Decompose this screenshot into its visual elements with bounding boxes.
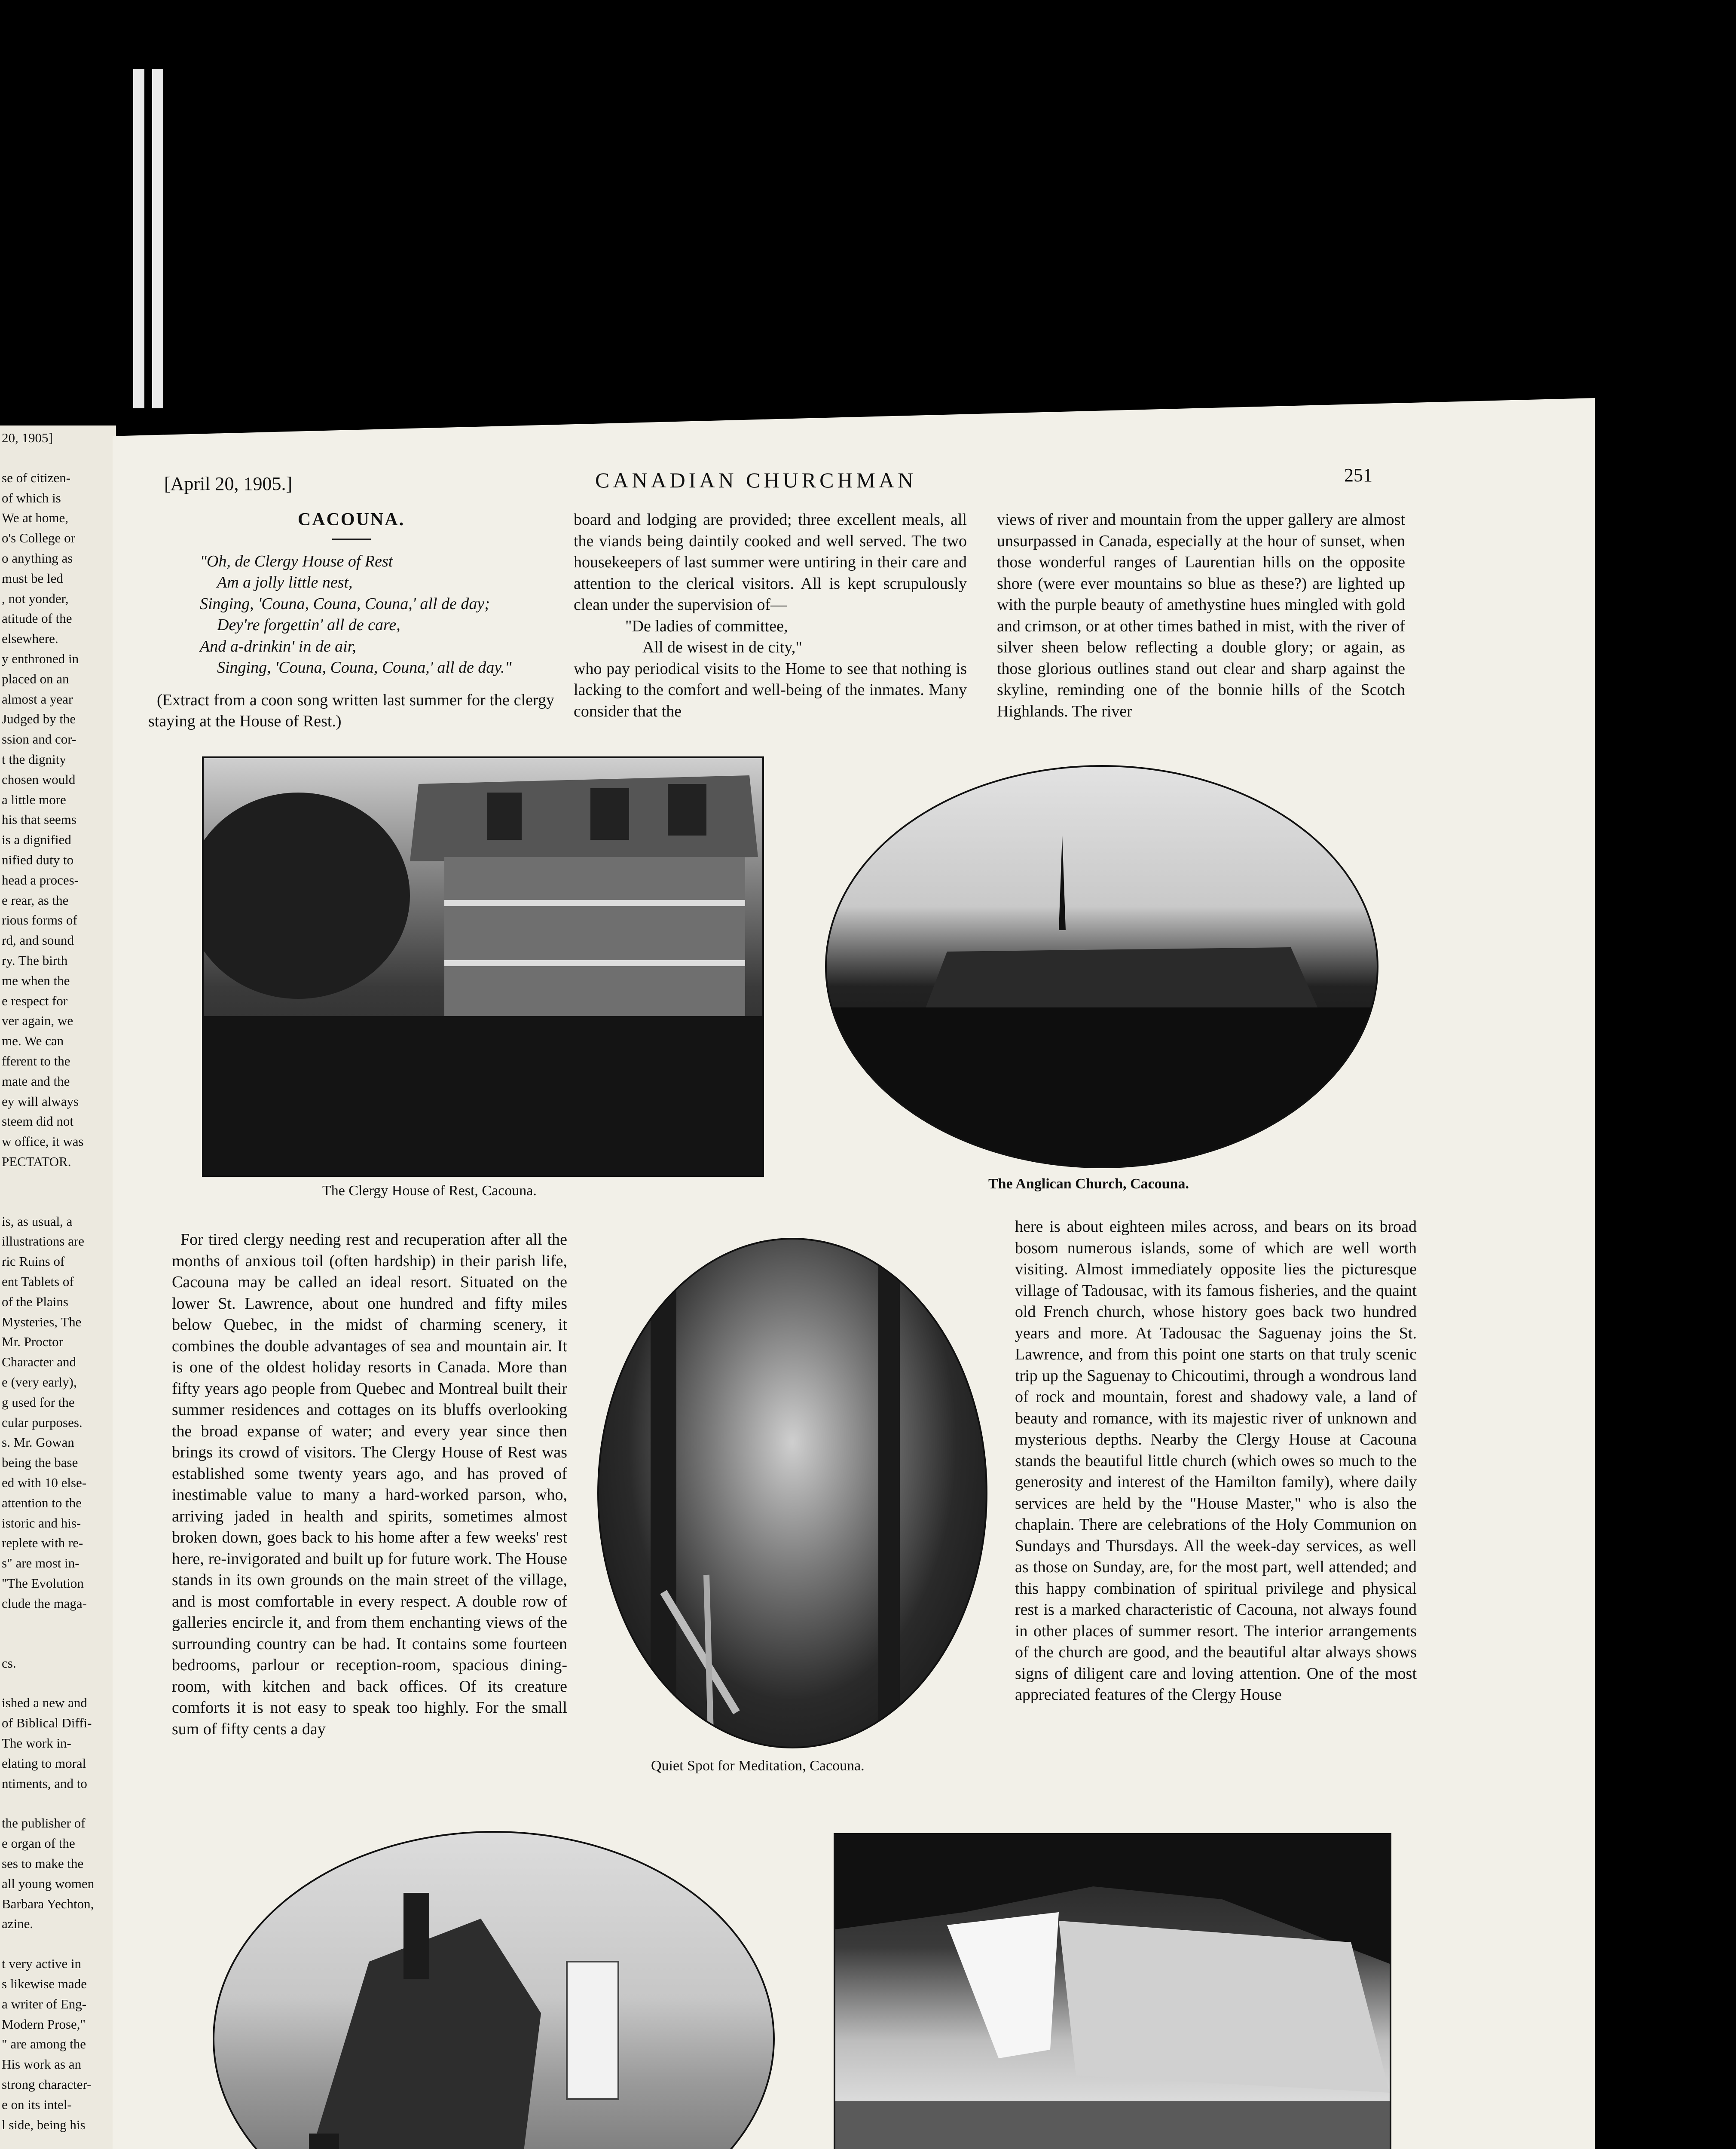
previous-page-line: strong character- [2, 2076, 92, 2092]
previous-page-line: e rear, as the [2, 892, 69, 908]
previous-page-line: t very active in [2, 1956, 82, 1971]
previous-page-line: o anything as [2, 550, 73, 566]
previous-page-line: , not yonder, [2, 591, 69, 606]
previous-page-line: chosen would [2, 771, 76, 787]
previous-page-line: e (very early), [2, 1375, 77, 1390]
verse-line: Am a jolly little nest, [217, 573, 353, 591]
quote [625, 616, 967, 658]
film-mark [152, 69, 163, 408]
previous-page-text [2, 428, 114, 2135]
previous-page-line: me when the [2, 973, 70, 988]
previous-page-line: t the dignity [2, 751, 66, 767]
previous-page-line: atitude of the [2, 611, 72, 626]
previous-page-line: Judged by the [2, 711, 76, 727]
verse-note: (Extract from a coon song written last summer for the clergy staying at the House of Rest.) [148, 691, 554, 730]
previous-page-line: cular purposes. [2, 1414, 83, 1430]
clergy-house-photo [202, 756, 764, 1177]
paragraph: For tired clergy needing rest and recuperation after all the months of anxious toil (often hardship) in their parish life, Cacouna may be called an ideal resort. Situated on the lower St. Lawrence, about one hundred and fifty miles below Quebec, in the midst of charming scenery, it combines the double advantages of sea and mountain air. It is one of the oldest holiday resorts in Canada. More than fifty years ago people from Quebec and Montreal built their summer residences and cottages on its bluffs overlooking the broad expanse of water; and every year since then brings its crowd of visitors. The Clergy House of Rest was established some twenty years ago, and has proved of inestimable value to many a hard-worked parson, who, arriving jaded in health and spirits, sometimes almost broken down, goes back to his home after a few weeks' rest here, re-invigorated and built up for future work. The House stands in its own grounds on the main street of the village, and is most comfortable in every respect. A double row of galleries encircle it, and from them enchanting views of the surrounding country can be had. It contains some fourteen bedrooms, parlour or reception-room, spacious dining-room, with kitchen and back offices. Of its creature comforts it is not easy to speak too highly. For the small sum of fifty cents a day [172, 1231, 567, 1738]
previous-page-line [2, 1614, 114, 1634]
caption-meditation: Quiet Spot for Meditation, Cacouna. [651, 1758, 865, 1774]
previous-page-line: se of citizen- [2, 470, 71, 485]
previous-page-line [2, 1172, 114, 1192]
previous-page-line: attention to the [2, 1495, 82, 1510]
anglican-church-photo [825, 765, 1378, 1168]
paragraph: here is about eighteen miles across, and bears on its broad bosom numerous islands, some of which are well worth visiting. Almost immediately opposite lies the picturesque village of Tadousac, with its famous fisheries, and the quaint old French church, whose history goes back two hundred years and more. At Tadousac the Saguenay joins the St. Lawrence, and from this point one starts on that truly scenic trip up the Saguenay to Chicoutimi, through a wondrous land of rock and mountain, forest and shadowy vale, a land of beauty and romance, with its majestic river of unknown and mysterious depths. Nearby the Clergy House at Cacouna stands the beautiful little church (which owes so much to the generosity and interest of the Hamilton family), where daily services are held by the "House Master," who is also the chaplain. There are celebrations of the Holy Communion on Sundays and Thursdays. All the week-day services, as well as those on Sunday, are, for the most part, well attended; and this happy combination of spiritual privilege and physical rest is a marked characteristic of Cacouna, not always found in other places of summer resort. The interior arrangements of the church are good, and the beautiful altar always shows signs of diligent care and loving attention. One of the most appreciated features of the Clergy House [1015, 1218, 1417, 1704]
previous-page-line: his that seems [2, 812, 76, 827]
previous-page-line: is a dignified [2, 832, 71, 848]
previous-page-line: of which is [2, 490, 61, 505]
article-column-3-bottom [1015, 1216, 1417, 1706]
previous-page-line: almost a year [2, 691, 73, 707]
previous-page-line: PECTATOR. [2, 1154, 71, 1169]
verse-line: Singing, 'Couna, Couna, Couna,' all de day; [200, 594, 490, 613]
masthead: CANADIAN CHURCHMAN [595, 468, 917, 492]
previous-page-line: s. Mr. Gowan [2, 1435, 74, 1450]
previous-page-line: w office, it was [2, 1134, 84, 1149]
previous-page-line: nified duty to [2, 852, 74, 867]
article-column-1-bottom [172, 1229, 567, 1740]
previous-page-line: head a proces- [2, 872, 79, 888]
previous-page-line: ished a new and [2, 1695, 87, 1711]
previous-page-line: steem did not [2, 1114, 74, 1129]
previous-page-line: mate and the [2, 1073, 70, 1089]
previous-page-line: e on its intel- [2, 2097, 72, 2112]
previous-page-line: Modern Prose," [2, 2016, 86, 2032]
previous-page-line: ed with 10 else- [2, 1475, 87, 1491]
previous-page-line: replete with re- [2, 1535, 83, 1551]
previous-page-line: being the base [2, 1455, 78, 1470]
verse-line: And a-drinkin' in de air, [200, 637, 356, 655]
previous-page-line: ey will always [2, 1093, 79, 1109]
previous-page-line: " are among the [2, 2036, 86, 2052]
previous-page-line: We at home, [2, 510, 69, 526]
paragraph: views of river and mountain from the upper gallery are almost unsurpassed in Canada, especially at the hour of sunset, when those wonderful ranges of Laurentian hills on the opposite shore (were ever mountains so blue as these?) are lighted up with the purple beauty of amethystine hues mingled with gold and crimson, or at other times bathed in mist, with the river of silver sheen below reflecting a double glory; or again, as those glorious outlines stand out clear and sharp against the skyline, reminding one of the bonnie hills of the Scotch Highlands. The river [997, 511, 1405, 720]
previous-page-line: a little more [2, 792, 66, 807]
previous-page-line: istoric and his- [2, 1515, 81, 1531]
quote-line: "De ladies of committee, [625, 617, 788, 635]
verse-line: "Oh, de Clergy House of Rest [200, 552, 393, 570]
previous-page-line: a writer of Eng- [2, 1996, 87, 2011]
previous-page-line: fferent to the [2, 1053, 70, 1068]
film-mark [133, 69, 144, 408]
clergy-house-image [204, 758, 762, 1175]
previous-page-line: "The Evolution [2, 1576, 84, 1591]
caption-church: The Anglican Church, Cacouna. [988, 1176, 1189, 1192]
meditation-image [599, 1240, 986, 1747]
previous-page-line [2, 448, 114, 468]
falls-image [835, 1835, 1390, 2149]
previous-page-line: is, as usual, a [2, 1213, 73, 1229]
paragraph: who pay periodical visits to the Home to see that nothing is lacking to the comfort and well-being of the inmates. Many consider that the [574, 659, 967, 720]
previous-page-line: ssion and cor- [2, 732, 76, 747]
paragraph: board and lodging are provided; three excellent meals, all the viands being daintily cooked and well served. The two housekeepers of last summer were untiring in their care and attention to the clerical visitors. All is kept scrupulously clean under the supervision of— [574, 511, 967, 614]
previous-page-line: clude the maga- [2, 1595, 87, 1611]
church-image [827, 767, 1377, 1166]
verse [200, 551, 554, 679]
falls-photo [834, 1833, 1391, 2149]
page-number: 251 [1344, 465, 1372, 486]
previous-page-line: l side, being his [2, 2117, 86, 2132]
previous-page-line: elsewhere. [2, 631, 58, 646]
article-column-1-top [148, 509, 554, 732]
previous-page-line [2, 1673, 114, 1693]
previous-page-line: Character and [2, 1354, 76, 1370]
previous-page-line: Mysteries, The [2, 1314, 82, 1329]
previous-page-line: g used for the [2, 1394, 75, 1410]
title-rule [332, 539, 371, 540]
previous-page-line: ry. The birth [2, 952, 68, 968]
article-column-3-top [997, 509, 1405, 722]
previous-page-line: of the Plains [2, 1294, 68, 1309]
previous-page-line: ntiments, and to [2, 1776, 87, 1791]
previous-page-line: rious forms of [2, 912, 77, 928]
caption-clergy-house: The Clergy House of Rest, Cacouna. [322, 1183, 537, 1199]
previous-page-line: ver again, we [2, 1013, 73, 1029]
previous-page-line: e organ of the [2, 1836, 75, 1851]
verse-line: Dey're forgettin' all de care, [217, 616, 400, 634]
previous-page-line: y enthroned in [2, 651, 79, 666]
previous-page-line: ses to make the [2, 1856, 84, 1871]
verse-line: Singing, 'Couna, Couna, Couna,' all de day." [217, 658, 512, 677]
previous-page-line: cs. [2, 1655, 16, 1671]
quote-line: All de wisest in de city," [642, 638, 802, 656]
previous-page-line: illustrations are [2, 1234, 84, 1249]
previous-page-line: o's College or [2, 530, 75, 546]
previous-page-line: The work in- [2, 1736, 71, 1751]
previous-page-line [2, 1794, 114, 1813]
previous-page-line: e respect for [2, 993, 68, 1008]
previous-page-line: ent Tablets of [2, 1274, 74, 1289]
previous-page-line: s" are most in- [2, 1555, 79, 1571]
page-header-date: [April 20, 1905.] [164, 473, 293, 494]
previous-page-line: all young women [2, 1876, 95, 1891]
previous-page-line: Barbara Yechton, [2, 1896, 94, 1911]
previous-page-line: elating to moral [2, 1755, 86, 1771]
previous-page-line: of Biblical Diffi- [2, 1715, 92, 1731]
previous-page-line: the publisher of [2, 1815, 86, 1831]
article-column-2-top [574, 509, 967, 722]
meditation-photo [597, 1238, 987, 1748]
previous-page-line: placed on an [2, 671, 69, 686]
previous-page-line: me. We can [2, 1033, 64, 1049]
previous-page-line [2, 1934, 114, 1954]
previous-page-line: ric Ruins of [2, 1254, 65, 1269]
previous-page-line: 20, 1905] [2, 430, 53, 445]
previous-page-line [2, 1192, 114, 1212]
previous-page-line: His work as an [2, 2057, 82, 2072]
previous-page-line [2, 1634, 114, 1653]
article-title: CACOUNA. [297, 510, 405, 530]
previous-page-fragment [0, 426, 116, 2149]
previous-page-line: Mr. Proctor [2, 1334, 63, 1350]
previous-page-line: azine. [2, 1916, 34, 1932]
previous-page-line: must be led [2, 570, 63, 586]
previous-page-line: s likewise made [2, 1976, 87, 1991]
previous-page-line: rd, and sound [2, 933, 74, 948]
